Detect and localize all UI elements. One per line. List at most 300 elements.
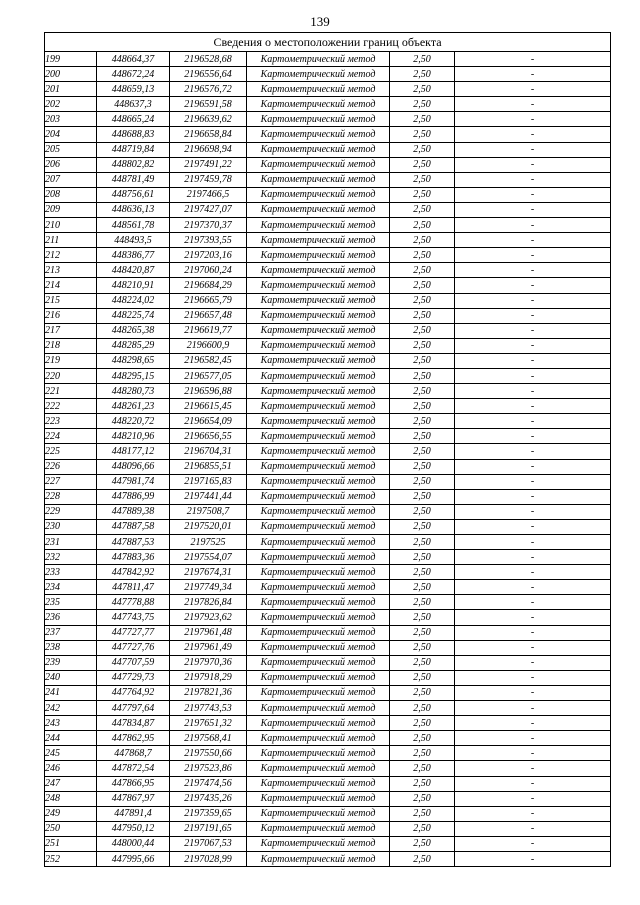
- point-number-cell: 218: [45, 338, 97, 353]
- table-row: [45, 655, 611, 670]
- point-number-cell: 224: [45, 429, 97, 444]
- description-cell: -: [455, 414, 611, 429]
- method-cell: Картометрический метод: [247, 414, 390, 429]
- table-row: [45, 504, 611, 519]
- point-number-cell: 223: [45, 414, 97, 429]
- description-cell: -: [455, 550, 611, 565]
- y-coordinate-cell: 2197491,22: [170, 157, 247, 172]
- x-coordinate-cell: 448295,15: [97, 368, 170, 383]
- point-number-cell: 214: [45, 278, 97, 293]
- table-row: [45, 776, 611, 791]
- accuracy-cell: 2,50: [390, 731, 455, 746]
- table-row: [45, 565, 611, 580]
- point-number-cell: 199: [45, 52, 97, 67]
- table-row: [45, 127, 611, 142]
- y-coordinate-cell: 2196855,51: [170, 459, 247, 474]
- x-coordinate-cell: 447811,47: [97, 580, 170, 595]
- point-number-cell: 200: [45, 67, 97, 82]
- point-number-cell: 239: [45, 655, 97, 670]
- boundary-coordinates-table: [44, 32, 611, 867]
- point-number-cell: 232: [45, 550, 97, 565]
- method-cell: Картометрический метод: [247, 761, 390, 776]
- y-coordinate-cell: 2197520,01: [170, 519, 247, 534]
- point-number-cell: 229: [45, 504, 97, 519]
- description-cell: -: [455, 504, 611, 519]
- accuracy-cell: 2,50: [390, 248, 455, 263]
- y-coordinate-cell: 2196658,84: [170, 127, 247, 142]
- accuracy-cell: 2,50: [390, 459, 455, 474]
- method-cell: Картометрический метод: [247, 655, 390, 670]
- y-coordinate-cell: 2197393,55: [170, 233, 247, 248]
- x-coordinate-cell: 447778,88: [97, 595, 170, 610]
- x-coordinate-cell: 447764,92: [97, 685, 170, 700]
- y-coordinate-cell: 2196596,88: [170, 384, 247, 399]
- x-coordinate-cell: 447727,76: [97, 640, 170, 655]
- point-number-cell: 210: [45, 218, 97, 233]
- method-cell: Картометрический метод: [247, 851, 390, 866]
- table-row: [45, 308, 611, 323]
- description-cell: -: [455, 233, 611, 248]
- x-coordinate-cell: 448210,91: [97, 278, 170, 293]
- y-coordinate-cell: 2196556,64: [170, 67, 247, 82]
- x-coordinate-cell: 448000,44: [97, 836, 170, 851]
- method-cell: Картометрический метод: [247, 248, 390, 263]
- method-cell: Картометрический метод: [247, 731, 390, 746]
- x-coordinate-cell: 448672,24: [97, 67, 170, 82]
- point-number-cell: 245: [45, 746, 97, 761]
- description-cell: -: [455, 308, 611, 323]
- point-number-cell: 240: [45, 670, 97, 685]
- y-coordinate-cell: 2197554,07: [170, 550, 247, 565]
- point-number-cell: 211: [45, 233, 97, 248]
- y-coordinate-cell: 2197508,7: [170, 504, 247, 519]
- description-cell: -: [455, 384, 611, 399]
- x-coordinate-cell: 447868,7: [97, 746, 170, 761]
- description-cell: -: [455, 263, 611, 278]
- y-coordinate-cell: 2197523,86: [170, 761, 247, 776]
- accuracy-cell: 2,50: [390, 821, 455, 836]
- y-coordinate-cell: 2196577,05: [170, 368, 247, 383]
- method-cell: Картометрический метод: [247, 610, 390, 625]
- table-row: [45, 580, 611, 595]
- y-coordinate-cell: 2197427,07: [170, 202, 247, 217]
- table-row: [45, 670, 611, 685]
- y-coordinate-cell: 2197918,29: [170, 670, 247, 685]
- method-cell: Картометрический метод: [247, 187, 390, 202]
- x-coordinate-cell: 447867,97: [97, 791, 170, 806]
- table-row: [45, 248, 611, 263]
- table-row: [45, 806, 611, 821]
- table-row: [45, 414, 611, 429]
- x-coordinate-cell: 447727,77: [97, 625, 170, 640]
- table-row: [45, 429, 611, 444]
- description-cell: -: [455, 112, 611, 127]
- method-cell: Картометрический метод: [247, 67, 390, 82]
- method-cell: Картометрический метод: [247, 806, 390, 821]
- y-coordinate-cell: 2197525: [170, 535, 247, 550]
- description-cell: -: [455, 655, 611, 670]
- x-coordinate-cell: 447866,95: [97, 776, 170, 791]
- x-coordinate-cell: 448493,5: [97, 233, 170, 248]
- method-cell: Картометрический метод: [247, 429, 390, 444]
- y-coordinate-cell: 2197923,62: [170, 610, 247, 625]
- description-cell: -: [455, 67, 611, 82]
- method-cell: Картометрический метод: [247, 263, 390, 278]
- description-cell: -: [455, 746, 611, 761]
- method-cell: Картометрический метод: [247, 52, 390, 67]
- point-number-cell: 230: [45, 519, 97, 534]
- y-coordinate-cell: 2197060,24: [170, 263, 247, 278]
- x-coordinate-cell: 448298,65: [97, 353, 170, 368]
- table-row: [45, 218, 611, 233]
- method-cell: Картометрический метод: [247, 459, 390, 474]
- point-number-cell: 231: [45, 535, 97, 550]
- description-cell: -: [455, 429, 611, 444]
- x-coordinate-cell: 447995,66: [97, 851, 170, 866]
- accuracy-cell: 2,50: [390, 278, 455, 293]
- x-coordinate-cell: 448177,12: [97, 444, 170, 459]
- y-coordinate-cell: 2196665,79: [170, 293, 247, 308]
- y-coordinate-cell: 2196704,31: [170, 444, 247, 459]
- x-coordinate-cell: 447743,75: [97, 610, 170, 625]
- point-number-cell: 215: [45, 293, 97, 308]
- description-cell: -: [455, 791, 611, 806]
- method-cell: Картометрический метод: [247, 202, 390, 217]
- method-cell: Картометрический метод: [247, 112, 390, 127]
- description-cell: -: [455, 565, 611, 580]
- point-number-cell: 204: [45, 127, 97, 142]
- point-number-cell: 216: [45, 308, 97, 323]
- y-coordinate-cell: 2196684,29: [170, 278, 247, 293]
- method-cell: Картометрический метод: [247, 535, 390, 550]
- table-row: [45, 97, 611, 112]
- y-coordinate-cell: 2197203,16: [170, 248, 247, 263]
- method-cell: Картометрический метод: [247, 368, 390, 383]
- accuracy-cell: 2,50: [390, 610, 455, 625]
- point-number-cell: 222: [45, 399, 97, 414]
- method-cell: Картометрический метод: [247, 580, 390, 595]
- method-cell: Картометрический метод: [247, 384, 390, 399]
- x-coordinate-cell: 447872,54: [97, 761, 170, 776]
- x-coordinate-cell: 448210,96: [97, 429, 170, 444]
- table-row: [45, 535, 611, 550]
- description-cell: -: [455, 97, 611, 112]
- y-coordinate-cell: 2197550,66: [170, 746, 247, 761]
- method-cell: Картометрический метод: [247, 685, 390, 700]
- point-number-cell: 243: [45, 716, 97, 731]
- description-cell: -: [455, 685, 611, 700]
- y-coordinate-cell: 2197651,32: [170, 716, 247, 731]
- description-cell: -: [455, 535, 611, 550]
- table-row: [45, 233, 611, 248]
- point-number-cell: 251: [45, 836, 97, 851]
- table-row: [45, 52, 611, 67]
- point-number-cell: 249: [45, 806, 97, 821]
- method-cell: Картометрический метод: [247, 504, 390, 519]
- accuracy-cell: 2,50: [390, 202, 455, 217]
- method-cell: Картометрический метод: [247, 791, 390, 806]
- accuracy-cell: 2,50: [390, 519, 455, 534]
- point-number-cell: 212: [45, 248, 97, 263]
- method-cell: Картометрический метод: [247, 716, 390, 731]
- description-cell: -: [455, 851, 611, 866]
- accuracy-cell: 2,50: [390, 791, 455, 806]
- accuracy-cell: 2,50: [390, 474, 455, 489]
- method-cell: Картометрический метод: [247, 233, 390, 248]
- x-coordinate-cell: 447887,53: [97, 535, 170, 550]
- point-number-cell: 219: [45, 353, 97, 368]
- accuracy-cell: 2,50: [390, 172, 455, 187]
- description-cell: -: [455, 157, 611, 172]
- y-coordinate-cell: 2196591,58: [170, 97, 247, 112]
- x-coordinate-cell: 448386,77: [97, 248, 170, 263]
- x-coordinate-cell: 447862,95: [97, 731, 170, 746]
- accuracy-cell: 2,50: [390, 414, 455, 429]
- y-coordinate-cell: 2196600,9: [170, 338, 247, 353]
- x-coordinate-cell: 448756,61: [97, 187, 170, 202]
- x-coordinate-cell: 447889,38: [97, 504, 170, 519]
- x-coordinate-cell: 447797,64: [97, 701, 170, 716]
- point-number-cell: 225: [45, 444, 97, 459]
- description-cell: -: [455, 323, 611, 338]
- method-cell: Картометрический метод: [247, 474, 390, 489]
- accuracy-cell: 2,50: [390, 112, 455, 127]
- accuracy-cell: 2,50: [390, 293, 455, 308]
- accuracy-cell: 2,50: [390, 127, 455, 142]
- y-coordinate-cell: 2197749,34: [170, 580, 247, 595]
- point-number-cell: 209: [45, 202, 97, 217]
- x-coordinate-cell: 448781,49: [97, 172, 170, 187]
- method-cell: Картометрический метод: [247, 353, 390, 368]
- x-coordinate-cell: 447834,87: [97, 716, 170, 731]
- point-number-cell: 246: [45, 761, 97, 776]
- accuracy-cell: 2,50: [390, 338, 455, 353]
- description-cell: -: [455, 172, 611, 187]
- method-cell: Картометрический метод: [247, 157, 390, 172]
- point-number-cell: 226: [45, 459, 97, 474]
- accuracy-cell: 2,50: [390, 595, 455, 610]
- point-number-cell: 235: [45, 595, 97, 610]
- table-row: [45, 338, 611, 353]
- y-coordinate-cell: 2197474,56: [170, 776, 247, 791]
- x-coordinate-cell: 447886,99: [97, 489, 170, 504]
- description-cell: -: [455, 187, 611, 202]
- description-cell: -: [455, 489, 611, 504]
- accuracy-cell: 2,50: [390, 323, 455, 338]
- method-cell: Картометрический метод: [247, 489, 390, 504]
- point-number-cell: 227: [45, 474, 97, 489]
- method-cell: Картометрический метод: [247, 565, 390, 580]
- x-coordinate-cell: 447729,73: [97, 670, 170, 685]
- description-cell: -: [455, 459, 611, 474]
- point-number-cell: 236: [45, 610, 97, 625]
- method-cell: Картометрический метод: [247, 519, 390, 534]
- y-coordinate-cell: 2197743,53: [170, 701, 247, 716]
- accuracy-cell: 2,50: [390, 655, 455, 670]
- table-row: [45, 610, 611, 625]
- method-cell: Картометрический метод: [247, 670, 390, 685]
- table-row: [45, 821, 611, 836]
- table-row: [45, 82, 611, 97]
- point-number-cell: 220: [45, 368, 97, 383]
- description-cell: -: [455, 368, 611, 383]
- y-coordinate-cell: 2196654,09: [170, 414, 247, 429]
- description-cell: -: [455, 580, 611, 595]
- accuracy-cell: 2,50: [390, 625, 455, 640]
- y-coordinate-cell: 2196615,45: [170, 399, 247, 414]
- description-cell: -: [455, 52, 611, 67]
- y-coordinate-cell: 2197067,53: [170, 836, 247, 851]
- method-cell: Картометрический метод: [247, 278, 390, 293]
- description-cell: -: [455, 610, 611, 625]
- accuracy-cell: 2,50: [390, 806, 455, 821]
- table-row: [45, 716, 611, 731]
- point-number-cell: 208: [45, 187, 97, 202]
- point-number-cell: 217: [45, 323, 97, 338]
- table-row: [45, 384, 611, 399]
- method-cell: Картометрический метод: [247, 776, 390, 791]
- method-cell: Картометрический метод: [247, 97, 390, 112]
- accuracy-cell: 2,50: [390, 580, 455, 595]
- accuracy-cell: 2,50: [390, 97, 455, 112]
- accuracy-cell: 2,50: [390, 716, 455, 731]
- table-row: [45, 595, 611, 610]
- accuracy-cell: 2,50: [390, 263, 455, 278]
- point-number-cell: 250: [45, 821, 97, 836]
- point-number-cell: 241: [45, 685, 97, 700]
- x-coordinate-cell: 448659,13: [97, 82, 170, 97]
- table-row: [45, 640, 611, 655]
- description-cell: -: [455, 202, 611, 217]
- y-coordinate-cell: 2197568,41: [170, 731, 247, 746]
- y-coordinate-cell: 2197459,78: [170, 172, 247, 187]
- x-coordinate-cell: 447950,12: [97, 821, 170, 836]
- method-cell: Картометрический метод: [247, 701, 390, 716]
- description-cell: -: [455, 474, 611, 489]
- point-number-cell: 205: [45, 142, 97, 157]
- accuracy-cell: 2,50: [390, 368, 455, 383]
- method-cell: Картометрический метод: [247, 338, 390, 353]
- y-coordinate-cell: 2196698,94: [170, 142, 247, 157]
- point-number-cell: 206: [45, 157, 97, 172]
- description-cell: -: [455, 278, 611, 293]
- table-row: [45, 202, 611, 217]
- y-coordinate-cell: 2196582,45: [170, 353, 247, 368]
- table-row: [45, 731, 611, 746]
- y-coordinate-cell: 2197961,48: [170, 625, 247, 640]
- x-coordinate-cell: 448688,83: [97, 127, 170, 142]
- description-cell: -: [455, 670, 611, 685]
- description-cell: -: [455, 836, 611, 851]
- point-number-cell: 202: [45, 97, 97, 112]
- description-cell: -: [455, 142, 611, 157]
- table-row: [45, 746, 611, 761]
- table-row: [45, 519, 611, 534]
- point-number-cell: 237: [45, 625, 97, 640]
- x-coordinate-cell: 448561,78: [97, 218, 170, 233]
- y-coordinate-cell: 2197359,65: [170, 806, 247, 821]
- accuracy-cell: 2,50: [390, 429, 455, 444]
- table-row: [45, 323, 611, 338]
- x-coordinate-cell: 448664,37: [97, 52, 170, 67]
- y-coordinate-cell: 2197674,31: [170, 565, 247, 580]
- accuracy-cell: 2,50: [390, 761, 455, 776]
- accuracy-cell: 2,50: [390, 776, 455, 791]
- table-row: [45, 444, 611, 459]
- table-row: [45, 278, 611, 293]
- x-coordinate-cell: 448261,23: [97, 399, 170, 414]
- table-row: [45, 791, 611, 806]
- description-cell: -: [455, 806, 611, 821]
- accuracy-cell: 2,50: [390, 685, 455, 700]
- description-cell: -: [455, 519, 611, 534]
- x-coordinate-cell: 448280,73: [97, 384, 170, 399]
- method-cell: Картометрический метод: [247, 308, 390, 323]
- y-coordinate-cell: 2196656,55: [170, 429, 247, 444]
- description-cell: -: [455, 293, 611, 308]
- accuracy-cell: 2,50: [390, 52, 455, 67]
- description-cell: -: [455, 776, 611, 791]
- point-number-cell: 234: [45, 580, 97, 595]
- accuracy-cell: 2,50: [390, 489, 455, 504]
- point-number-cell: 207: [45, 172, 97, 187]
- table-row: [45, 67, 611, 82]
- accuracy-cell: 2,50: [390, 384, 455, 399]
- method-cell: Картометрический метод: [247, 444, 390, 459]
- description-cell: -: [455, 821, 611, 836]
- method-cell: Картометрический метод: [247, 142, 390, 157]
- description-cell: -: [455, 248, 611, 263]
- point-number-cell: 221: [45, 384, 97, 399]
- table-row: [45, 368, 611, 383]
- table-row: [45, 685, 611, 700]
- x-coordinate-cell: 448096,66: [97, 459, 170, 474]
- table-row: [45, 172, 611, 187]
- table-row: [45, 293, 611, 308]
- accuracy-cell: 2,50: [390, 308, 455, 323]
- x-coordinate-cell: 448225,74: [97, 308, 170, 323]
- accuracy-cell: 2,50: [390, 535, 455, 550]
- accuracy-cell: 2,50: [390, 550, 455, 565]
- point-number-cell: 228: [45, 489, 97, 504]
- accuracy-cell: 2,50: [390, 670, 455, 685]
- table-row: [45, 701, 611, 716]
- accuracy-cell: 2,50: [390, 82, 455, 97]
- point-number-cell: 242: [45, 701, 97, 716]
- accuracy-cell: 2,50: [390, 701, 455, 716]
- table-row: [45, 761, 611, 776]
- point-number-cell: 244: [45, 731, 97, 746]
- description-cell: -: [455, 127, 611, 142]
- accuracy-cell: 2,50: [390, 444, 455, 459]
- y-coordinate-cell: 2196576,72: [170, 82, 247, 97]
- y-coordinate-cell: 2196639,62: [170, 112, 247, 127]
- x-coordinate-cell: 447981,74: [97, 474, 170, 489]
- x-coordinate-cell: 447707,59: [97, 655, 170, 670]
- table-row: [45, 459, 611, 474]
- x-coordinate-cell: 448265,38: [97, 323, 170, 338]
- description-cell: -: [455, 716, 611, 731]
- accuracy-cell: 2,50: [390, 746, 455, 761]
- table-row: [45, 836, 611, 851]
- accuracy-cell: 2,50: [390, 353, 455, 368]
- accuracy-cell: 2,50: [390, 157, 455, 172]
- x-coordinate-cell: 447891,4: [97, 806, 170, 821]
- y-coordinate-cell: 2196619,77: [170, 323, 247, 338]
- description-cell: -: [455, 640, 611, 655]
- x-coordinate-cell: 448719,84: [97, 142, 170, 157]
- table-row: [45, 489, 611, 504]
